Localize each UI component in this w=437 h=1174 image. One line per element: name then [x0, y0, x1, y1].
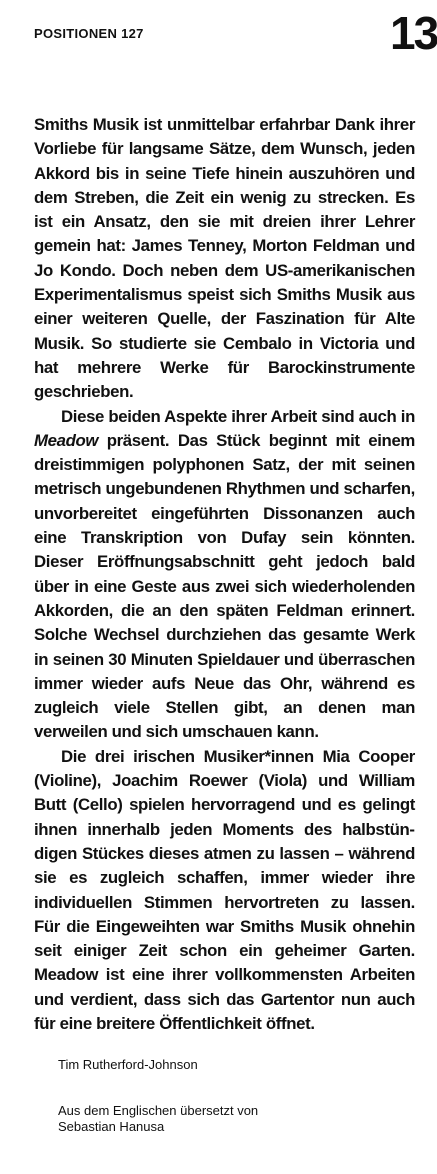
translator-name: Sebastian Hanusa [58, 1119, 165, 1134]
page-number: 13 [390, 7, 437, 59]
section-title: POSITIONEN 127 [34, 26, 144, 41]
paragraph-2-intro: Diese beiden Aspekte ihrer Arbeit sind auch in [61, 406, 415, 426]
paragraph-2 [34, 405, 415, 745]
author-credit: Tim Rutherford-Johnson [58, 1057, 198, 1072]
article-body [34, 113, 415, 1036]
paragraph-1: Smiths Musik ist unmittelbar erfahrbar Dank ihrer Vorliebe für langsame Sätze, dem Wunsch, jeden Akkord bis in seine Tiefe hinein auszuhören und dem Streben, die Zeit ein wenig zu strecken. Es ist ein Ansatz, den sie mit dreien ihrer Lehrer gemein hat: James Tenney, Morton Feldman und Jo Kondo. Doch neben dem US-amerikanischen Experimentalismus speist sich Smiths Musik aus einer weiteren Quelle, der Faszination für Alte Musik. So studierte sie Cembalo in Victoria und hat mehrere Werke für Barockinstrumente geschrieben. [34, 115, 415, 402]
translation-credit [58, 1103, 258, 1135]
translation-line-1: Aus dem Englischen übersetzt von [58, 1103, 259, 1118]
work-title: Meadow [34, 430, 99, 450]
paragraph-3: Die drei irischen Musiker*innen Mia Cooper (Violine), Joachim Roewer (Viola) und William Butt (Cello) spielen hervorragend und es gelingt ihnen innerhalb jeden Moments des halbstündigen Stückes dieses atmen zu lassen – während sie es zugleich schaffen, immer wieder ihre individuellen Stimmen hervortreten zu lassen. Für die Eingeweihten war Smiths Musik ohnehin seit einiger Zeit schon ein geheimer Garten. Meadow ist eine ihrer vollkommensten Arbeiten und verdient, dass sich das Gartentor nun auch für eine breitere Öffentlichkeit öffnet. [34, 746, 415, 1033]
paragraph-2-rest: präsent. Das Stück beginnt mit einem dreistimmigen polyphonen Satz, der mit seinen metrisch ungebundenen Rhythmen und scharfen, unvorbereitet eingeführten Dissonanzen auch eine Transkription von Dufay sein könnten. Dieser Eröffnungsabschnitt geht jedoch bald über in eine Geste aus zwei sich wiederholenden Akkorden, die an den späten Feldman erinnert. Solche Wechsel durchziehen das gesamte Werk in seinen 30 Minuten Spieldauer und überraschen immer wieder aufs Neue das Ohr, während es zugleich viele Stellen gibt, an denen man verweilen und sich umschauen kann. [34, 430, 415, 742]
